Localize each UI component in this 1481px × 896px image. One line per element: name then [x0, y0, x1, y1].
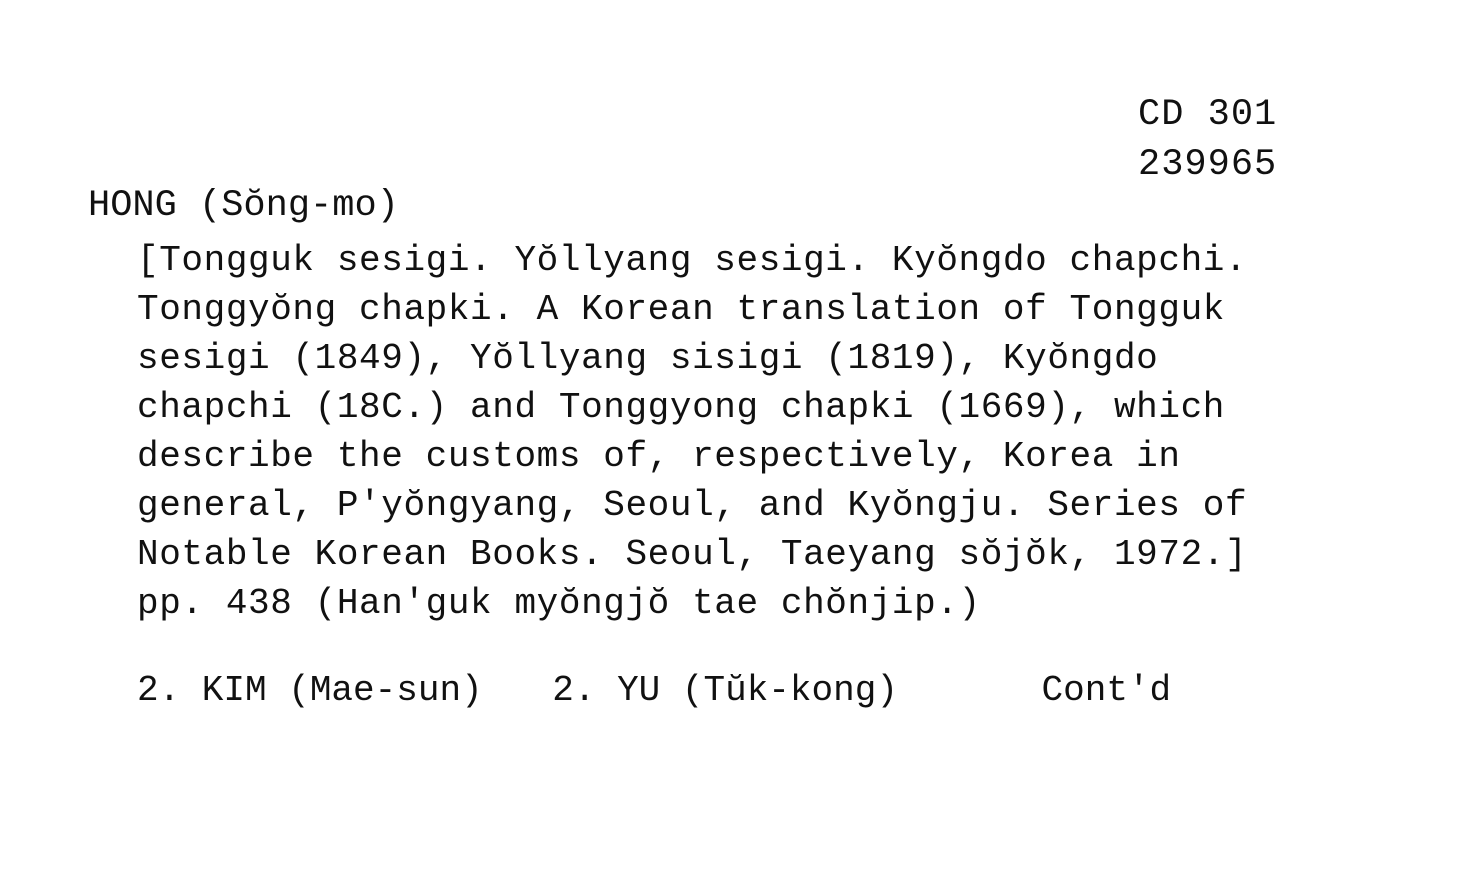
call-number [1138, 90, 1277, 190]
tracing-entry-yu: 2. YU (Tŭk-kong) [552, 670, 898, 711]
description-line: Notable Korean Books. Seoul, Taeyang sŏjŏk, 1972.] [137, 534, 1248, 575]
tracings [137, 666, 1171, 716]
description-line: chapchi (18C.) and Tonggyong chapki (1669), which [137, 387, 1225, 428]
description-line: describe the customs of, respectively, Korea in [137, 436, 1181, 477]
description-line: pp. 438 (Han'guk myŏngjŏ tae chŏnjip.) [137, 583, 981, 624]
author-heading: HONG (Sŏng-mo) [88, 185, 399, 227]
call-number-line-2: 239965 [1138, 144, 1278, 186]
continued-label: Cont'd [1041, 670, 1172, 711]
description-line: [Tongguk sesigi. Yŏllyang sesigi. Kyŏngdo chapchi. [137, 240, 1248, 281]
description-line: Tonggyŏng chapki. A Korean translation of Tongguk [137, 289, 1225, 330]
description-line: general, P'yŏngyang, Seoul, and Kyŏngju. Series of [137, 485, 1248, 526]
description-line: sesigi (1849), Yŏllyang sisigi (1819), Kyŏngdo [137, 338, 1159, 379]
bibliographic-description [137, 236, 1437, 628]
call-number-line-1: CD 301 [1138, 94, 1278, 136]
tracing-entry-kim: 2. KIM (Mae-sun) [137, 670, 483, 711]
